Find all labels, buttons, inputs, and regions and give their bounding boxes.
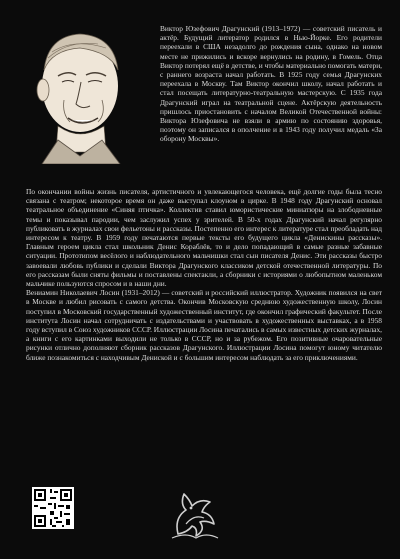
publisher-logo-icon <box>166 484 224 542</box>
losin-bio: Вениамин Николаевич Лосин (1931–2012) — советский и российский иллюстратор. Художник появился на свет в Москве и любил рисовать с самого детства. Окончив Московскую среднюю художественную школу, Лосин поступил в Московский государственный художественный институт, где окончил графический факультет. После института Лосин начал сотрудничать с издательствами и участвовать в художественных выставках, а в 1958 году вступил в Союз художников СССР. Иллюстрации Лосина печатались в самых известных детских журналах, а книги с его картинками выходили не только в СССР, но и за рубежом. Его позитивные очаровательные рисунки отлично дополняют сборник рассказов Драгунского. Иллюстрации Лосина помогут юному читателю ближе познакомиться с находчивым Дениской и с большим интересом наблюдать за его приключениями. <box>26 288 382 362</box>
qr-code-icon[interactable] <box>32 487 74 529</box>
bio-continuation <box>26 187 382 362</box>
dragunsky-portrait-sketch <box>18 18 138 164</box>
dragunsky-bio-intro <box>160 24 382 144</box>
dragunsky-bio-part2: По окончании войны жизнь писателя, артистичного и увлекающегося человека, ещё долгие годы была тесно связана с театром; некоторое время он даже выступал клоуном в цирке. В 1948 году Драгунский основал театральное объединение «Синяя птичка». Коллектив ставил юмористические миниатюры на злободневные темы и показывал пародии, чем заслужил успех у зрителей. В 50-х годах Драгунский начал регулярно публиковать в журналах свои фельетоны и рассказы. Постепенно его интерес к литературе стал преобладать над интересом к театру. В 1959 году печатаются первые тексты его будущего цикла «Денискины рассказы». Главным героем цикла стал школьник Денис Кораблёв, то и дело попадающий в самые разные забавные ситуации. Прототипом весёлого и наблюдательного мальчишки стал сын писателя Денис. Эти рассказы быстро завоевали любовь публики и сделали Виктора Драгунского классиком детской отечественной литературы. По его рассказам были сняты фильмы и поставлены спектакли, а сборники с историями о любопытном маленьком мальчике пользуются спросом и в наши дни. <box>26 187 382 289</box>
dragunsky-bio-part1: Виктор Юзефович Драгунский (1913–1972) — советский писатель и актёр. Будущий литератор родился в Нью-Йорке. Его родители переехали в США незадолго до рождения сына, однако на новом месте не прижились и вскоре вернулись на родину, в Гомель. Отца Виктор потерял ещё в детстве, и чтобы материально помогать матери, с раннего возраста начал работать. В 1925 году семья Драгунских переехала в Москву. Там Виктор окончил школу, начал работать и стал посещать литературно-театральную мастерскую. С 1935 года Драгунский играл на театральной сцене. Актёрскую деятельность пришлось приостановить с началом Великой Отечественной войны: Виктора Юзефовича не взяли в армию по состоянию здоровья, поэтому он записался в ополчение и в 1943 году получил медаль «За оборону Москвы». <box>160 24 382 144</box>
